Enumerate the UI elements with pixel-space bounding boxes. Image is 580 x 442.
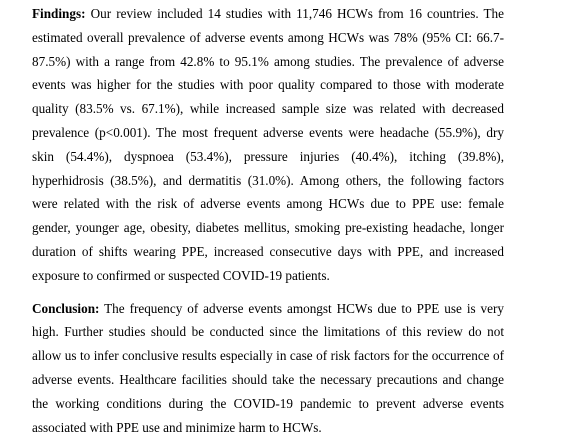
abstract-body	[32, 0, 504, 439]
conclusion-label: Conclusion:	[32, 300, 100, 316]
conclusion-paragraph	[32, 295, 504, 440]
conclusion-text: The frequency of adverse events amongst HCWs due to PPE use is very high. Further studies should be conducted since the limitations of this review do not allow us to infer conclusive results especially in case of risk factors for the occurrence of adverse events. Healthcare facilities should take the necessary precautions and change the working conditions during the COVID-19 pandemic to prevent adverse events associated with PPE use and minimize harm to HCWs.	[32, 300, 504, 435]
findings-label: Findings:	[32, 6, 86, 21]
findings-text: Our review included 14 studies with 11,746 HCWs from 16 countries. The estimated overall prevalence of adverse events among HCWs was 78% (95% CI: 66.7-87.5%) with a range from 42.8% to 95.1% among studies. The prevalence of adverse events was higher for the studies with poor quality compared to those with moderate quality (83.5% vs. 67.1%), while increased sample size was related with decreased prevalence (p<0.001). The most frequent adverse events were headache (55.9%), dry skin (54.4%), dyspnoea (53.4%), pressure injuries (40.4%), itching (39.8%), hyperhidrosis (38.5%), and dermatitis (31.0%). Among others, the following factors were related with the risk of adverse events among HCWs due to PPE use: female gender, younger age, obesity, diabetes mellitus, smoking pre-existing headache, longer duration of shifts wearing PPE, increased consecutive days with PPE, and increased exposure to confirmed or suspected COVID-19 patients.	[32, 6, 504, 283]
findings-paragraph	[32, 0, 504, 288]
